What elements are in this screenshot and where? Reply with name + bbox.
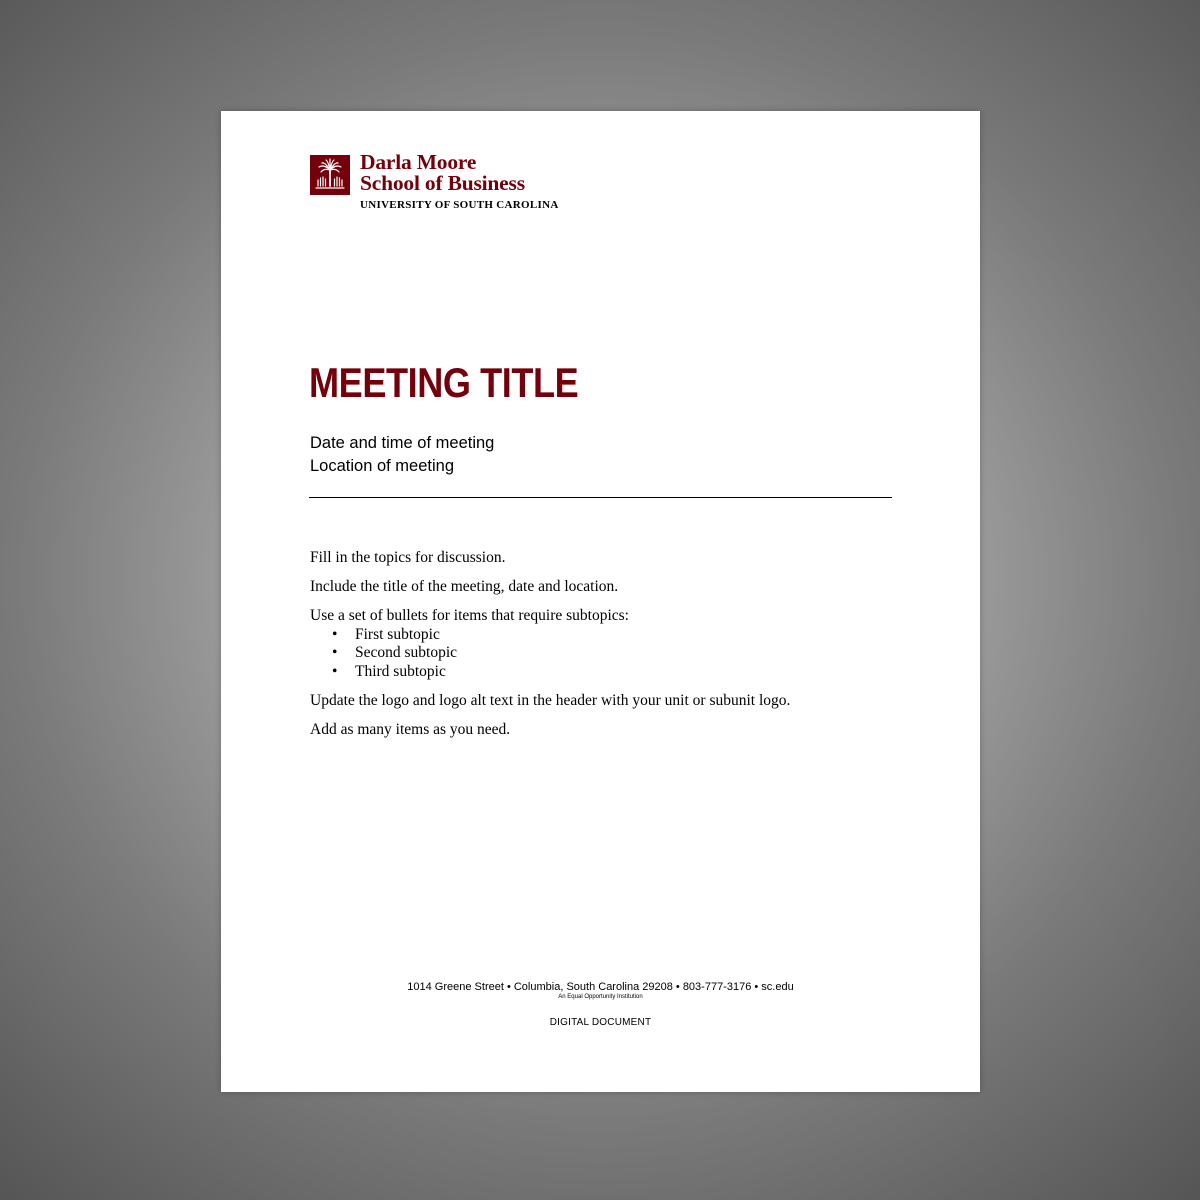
school-name-line2: School of Business (360, 171, 525, 195)
agenda-body (310, 549, 900, 750)
school-name (360, 152, 525, 194)
bullet-icon: • (332, 625, 338, 643)
agenda-paragraph: Include the title of the meeting, date and location. (310, 578, 619, 595)
agenda-paragraph: Update the logo and logo alt text in the header with your unit or subunit logo. (310, 691, 791, 709)
palmetto-tree-icon (310, 155, 350, 195)
meeting-date-time: Date and time of meeting (310, 434, 495, 452)
school-name-line1: Darla Moore (360, 150, 477, 174)
list-item (310, 644, 900, 663)
list-item-text: Third subtopic (355, 662, 446, 680)
bullet-icon: • (332, 644, 338, 661)
list-item-text: First subtopic (355, 625, 440, 643)
agenda-paragraph: Fill in the topics for discussion. (310, 549, 506, 566)
meeting-location: Location of meeting (310, 456, 455, 475)
divider-rule (309, 497, 892, 498)
bullet-icon: • (332, 662, 338, 680)
agenda-paragraph: Use a set of bullets for items that require subtopics: (310, 607, 629, 624)
document-page (221, 111, 980, 1092)
subtopic-list (310, 626, 900, 682)
footer-eoi: An Equal Opportunity Institution (558, 994, 643, 1000)
list-item-text: Second subtopic (355, 644, 458, 661)
list-item (310, 626, 900, 645)
footer-digital-label: DIGITAL DOCUMENT (549, 1017, 652, 1028)
meeting-meta (310, 432, 494, 477)
university-name: UNIVERSITY OF SOUTH CAROLINA (360, 199, 559, 211)
agenda-paragraph: Add as many items as you need. (310, 720, 511, 738)
list-item (310, 663, 900, 682)
footer-address: 1014 Greene Street • Columbia, South Carolina 29208 • 803-777-3176 • sc.edu (407, 981, 794, 993)
meeting-title: MEETING TITLE (309, 359, 579, 406)
